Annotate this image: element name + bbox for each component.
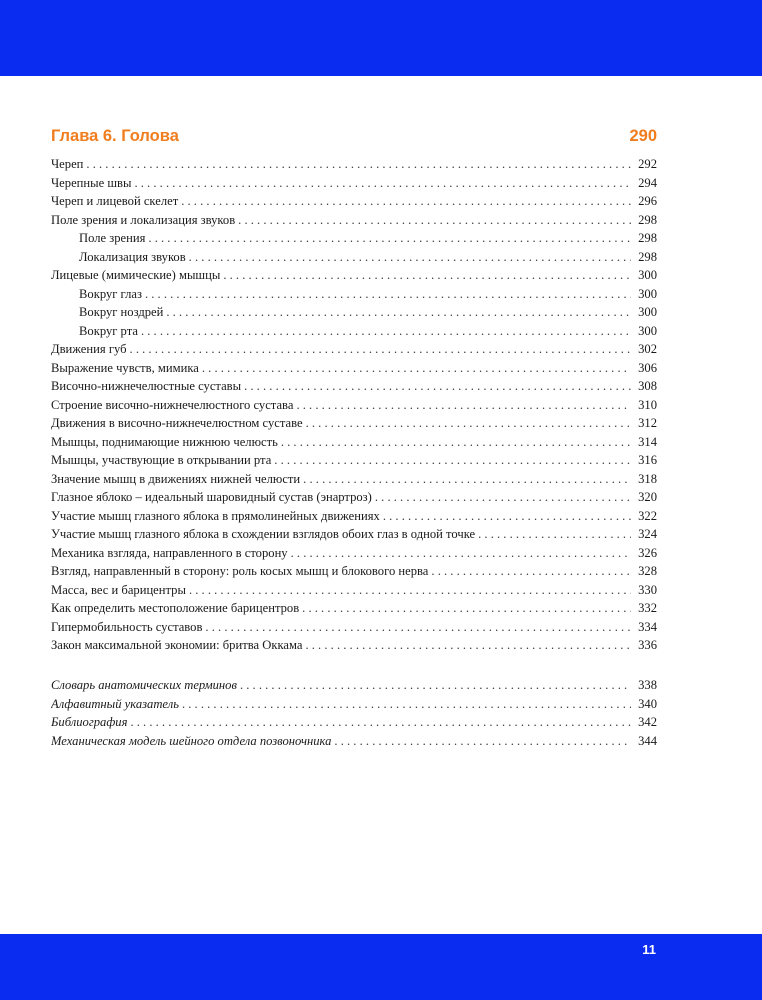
dot-leader <box>274 451 631 470</box>
dot-leader <box>189 581 631 600</box>
entry-page: 300 <box>638 323 657 338</box>
toc-entry[interactable] <box>51 433 657 452</box>
toc-entry[interactable] <box>51 192 657 211</box>
toc-entry[interactable] <box>51 599 657 618</box>
entry-title: Строение височно-нижнечелюстного сустава <box>51 397 294 412</box>
entry-page: 300 <box>638 268 657 282</box>
entry-title: Локализация звуков <box>79 249 186 264</box>
entry-title: Вокруг ноздрей <box>79 305 164 319</box>
dot-leader <box>478 525 631 544</box>
entry-title: Поле зрения <box>79 231 146 245</box>
entry-page: 336 <box>638 638 657 652</box>
top-color-band <box>0 0 762 76</box>
dot-leader <box>303 470 631 489</box>
entry-title: Вокруг глаз <box>79 286 142 301</box>
entry-title: Закон максимальной экономии: бритва Оккама <box>51 638 303 652</box>
entry-page: 342 <box>638 715 657 729</box>
entry-title: Алфавитный указатель <box>51 696 179 711</box>
entry-page: 300 <box>638 305 657 319</box>
entry-page: 334 <box>638 619 657 634</box>
entry-page: 322 <box>638 508 657 523</box>
entry-title: Участие мышц глазного яблока в прямолинейных движениях <box>51 508 380 523</box>
entry-title: Височно-нижнечелюстные суставы <box>51 379 242 393</box>
entry-page: 292 <box>638 157 657 171</box>
toc-entry[interactable] <box>51 285 657 304</box>
dot-leader <box>281 433 631 452</box>
dot-leader <box>296 396 631 415</box>
toc-entry[interactable] <box>51 525 657 544</box>
entry-page: 324 <box>638 527 657 541</box>
toc-entry[interactable] <box>51 396 657 415</box>
toc-entry[interactable] <box>51 676 657 695</box>
dot-leader <box>302 599 631 618</box>
entry-page: 316 <box>638 453 657 467</box>
entry-title: Выражение чувств, мимика <box>51 360 199 375</box>
entry-title: Словарь анатомических терминов <box>51 678 237 692</box>
entry-title: Череп и лицевой скелет <box>51 194 179 208</box>
entry-title: Вокруг рта <box>79 323 138 338</box>
toc-entry[interactable] <box>51 488 657 507</box>
table-of-contents <box>51 155 657 655</box>
entry-page: 300 <box>638 286 657 301</box>
toc-entry[interactable] <box>51 695 657 714</box>
toc-entry[interactable] <box>51 562 657 581</box>
toc-entry[interactable] <box>51 470 657 489</box>
dot-leader <box>244 377 631 396</box>
dot-leader <box>306 414 631 433</box>
toc-entry[interactable] <box>51 340 657 359</box>
dot-leader <box>181 192 631 211</box>
dot-leader <box>134 174 631 193</box>
toc-entry[interactable] <box>51 155 657 174</box>
entry-title: Библиография <box>51 715 128 729</box>
entry-title: Механика взгляда, направленного в сторону <box>51 545 288 560</box>
toc-entry[interactable] <box>51 229 657 248</box>
entry-page: 306 <box>638 360 657 375</box>
dot-leader <box>291 544 631 563</box>
dot-leader <box>182 695 631 714</box>
entry-title: Масса, вес и барицентры <box>51 582 186 597</box>
dot-leader <box>86 155 631 174</box>
entry-page: 320 <box>638 490 657 504</box>
dot-leader <box>375 488 631 507</box>
chapter-heading <box>51 127 657 149</box>
entry-title: Значение мышц в движениях нижней челюсти <box>51 471 301 486</box>
entry-page: 310 <box>638 397 657 412</box>
entry-page: 330 <box>638 582 657 597</box>
dot-leader <box>431 562 631 581</box>
dot-leader <box>383 507 631 526</box>
entry-title: Лицевые (мимические) мышцы <box>51 268 221 282</box>
entry-title: Мышцы, участвующие в открывании рта <box>51 453 272 467</box>
dot-leader <box>238 211 631 230</box>
toc-entry[interactable] <box>51 636 657 655</box>
entry-title: Черепные швы <box>51 175 132 190</box>
dot-leader <box>189 248 631 267</box>
toc-entry[interactable] <box>51 303 657 322</box>
entry-title: Как определить местоположение барицентров <box>51 601 300 615</box>
toc-entry[interactable] <box>51 507 657 526</box>
dot-leader <box>205 618 631 637</box>
toc-entry[interactable] <box>51 581 657 600</box>
toc-entry[interactable] <box>51 248 657 267</box>
entry-page: 314 <box>638 434 657 449</box>
toc-entry[interactable] <box>51 359 657 378</box>
entry-title: Движения губ <box>51 342 127 356</box>
dot-leader <box>240 676 631 695</box>
dot-leader <box>130 340 631 359</box>
entry-title: Механическая модель шейного отдела позвоночника <box>51 733 332 748</box>
entry-page: 312 <box>638 416 657 430</box>
toc-entry[interactable] <box>51 322 657 341</box>
entry-title: Мышцы, поднимающие нижнюю челюсть <box>51 434 278 449</box>
dot-leader <box>145 285 631 304</box>
dot-leader <box>334 732 631 751</box>
toc-entry[interactable] <box>51 618 657 637</box>
entry-page: 298 <box>638 249 657 264</box>
entry-page: 302 <box>638 342 657 356</box>
toc-entry[interactable] <box>51 451 657 470</box>
entry-page: 326 <box>638 545 657 560</box>
dot-leader <box>305 636 631 655</box>
toc-entry[interactable] <box>51 266 657 285</box>
entry-title: Глазное яблоко – идеальный шаровидный сустав (энартроз) <box>51 490 372 504</box>
entry-page: 294 <box>638 175 657 190</box>
toc-entry[interactable] <box>51 377 657 396</box>
entry-page: 332 <box>638 601 657 615</box>
entry-page: 338 <box>638 678 657 692</box>
toc-entry[interactable] <box>51 174 657 193</box>
chapter-title: Глава 6. Голова <box>51 127 179 145</box>
entry-title: Взгляд, направленный в сторону: роль косых мышц и блокового нерва <box>51 564 429 578</box>
entry-title: Поле зрения и локализация звуков <box>51 212 236 227</box>
entry-title: Череп <box>51 157 84 171</box>
entry-title: Участие мышц глазного яблока в схождении взглядов обоих глаз в одной точке <box>51 527 476 541</box>
entry-page: 318 <box>638 471 657 486</box>
appendix-list <box>51 676 657 750</box>
dot-leader <box>202 359 631 378</box>
entry-page: 298 <box>638 212 657 227</box>
dot-leader <box>166 303 631 322</box>
entry-page: 308 <box>638 379 657 393</box>
toc-entry[interactable] <box>51 544 657 563</box>
toc-entry[interactable] <box>51 713 657 732</box>
dot-leader <box>148 229 631 248</box>
entry-title: Гипермобильность суставов <box>51 619 203 634</box>
entry-page: 296 <box>638 194 657 208</box>
page-number: 11 <box>642 942 656 957</box>
entry-page: 344 <box>638 733 657 748</box>
entry-page: 298 <box>638 231 657 245</box>
dot-leader <box>141 322 631 341</box>
toc-entry[interactable] <box>51 211 657 230</box>
chapter-page: 290 <box>629 127 657 145</box>
dot-leader <box>130 713 631 732</box>
dot-leader <box>223 266 631 285</box>
entry-page: 340 <box>638 696 657 711</box>
entry-title: Движения в височно-нижнечелюстном суставе <box>51 416 303 430</box>
toc-entry[interactable] <box>51 414 657 433</box>
entry-page: 328 <box>638 564 657 578</box>
toc-entry[interactable] <box>51 732 657 751</box>
